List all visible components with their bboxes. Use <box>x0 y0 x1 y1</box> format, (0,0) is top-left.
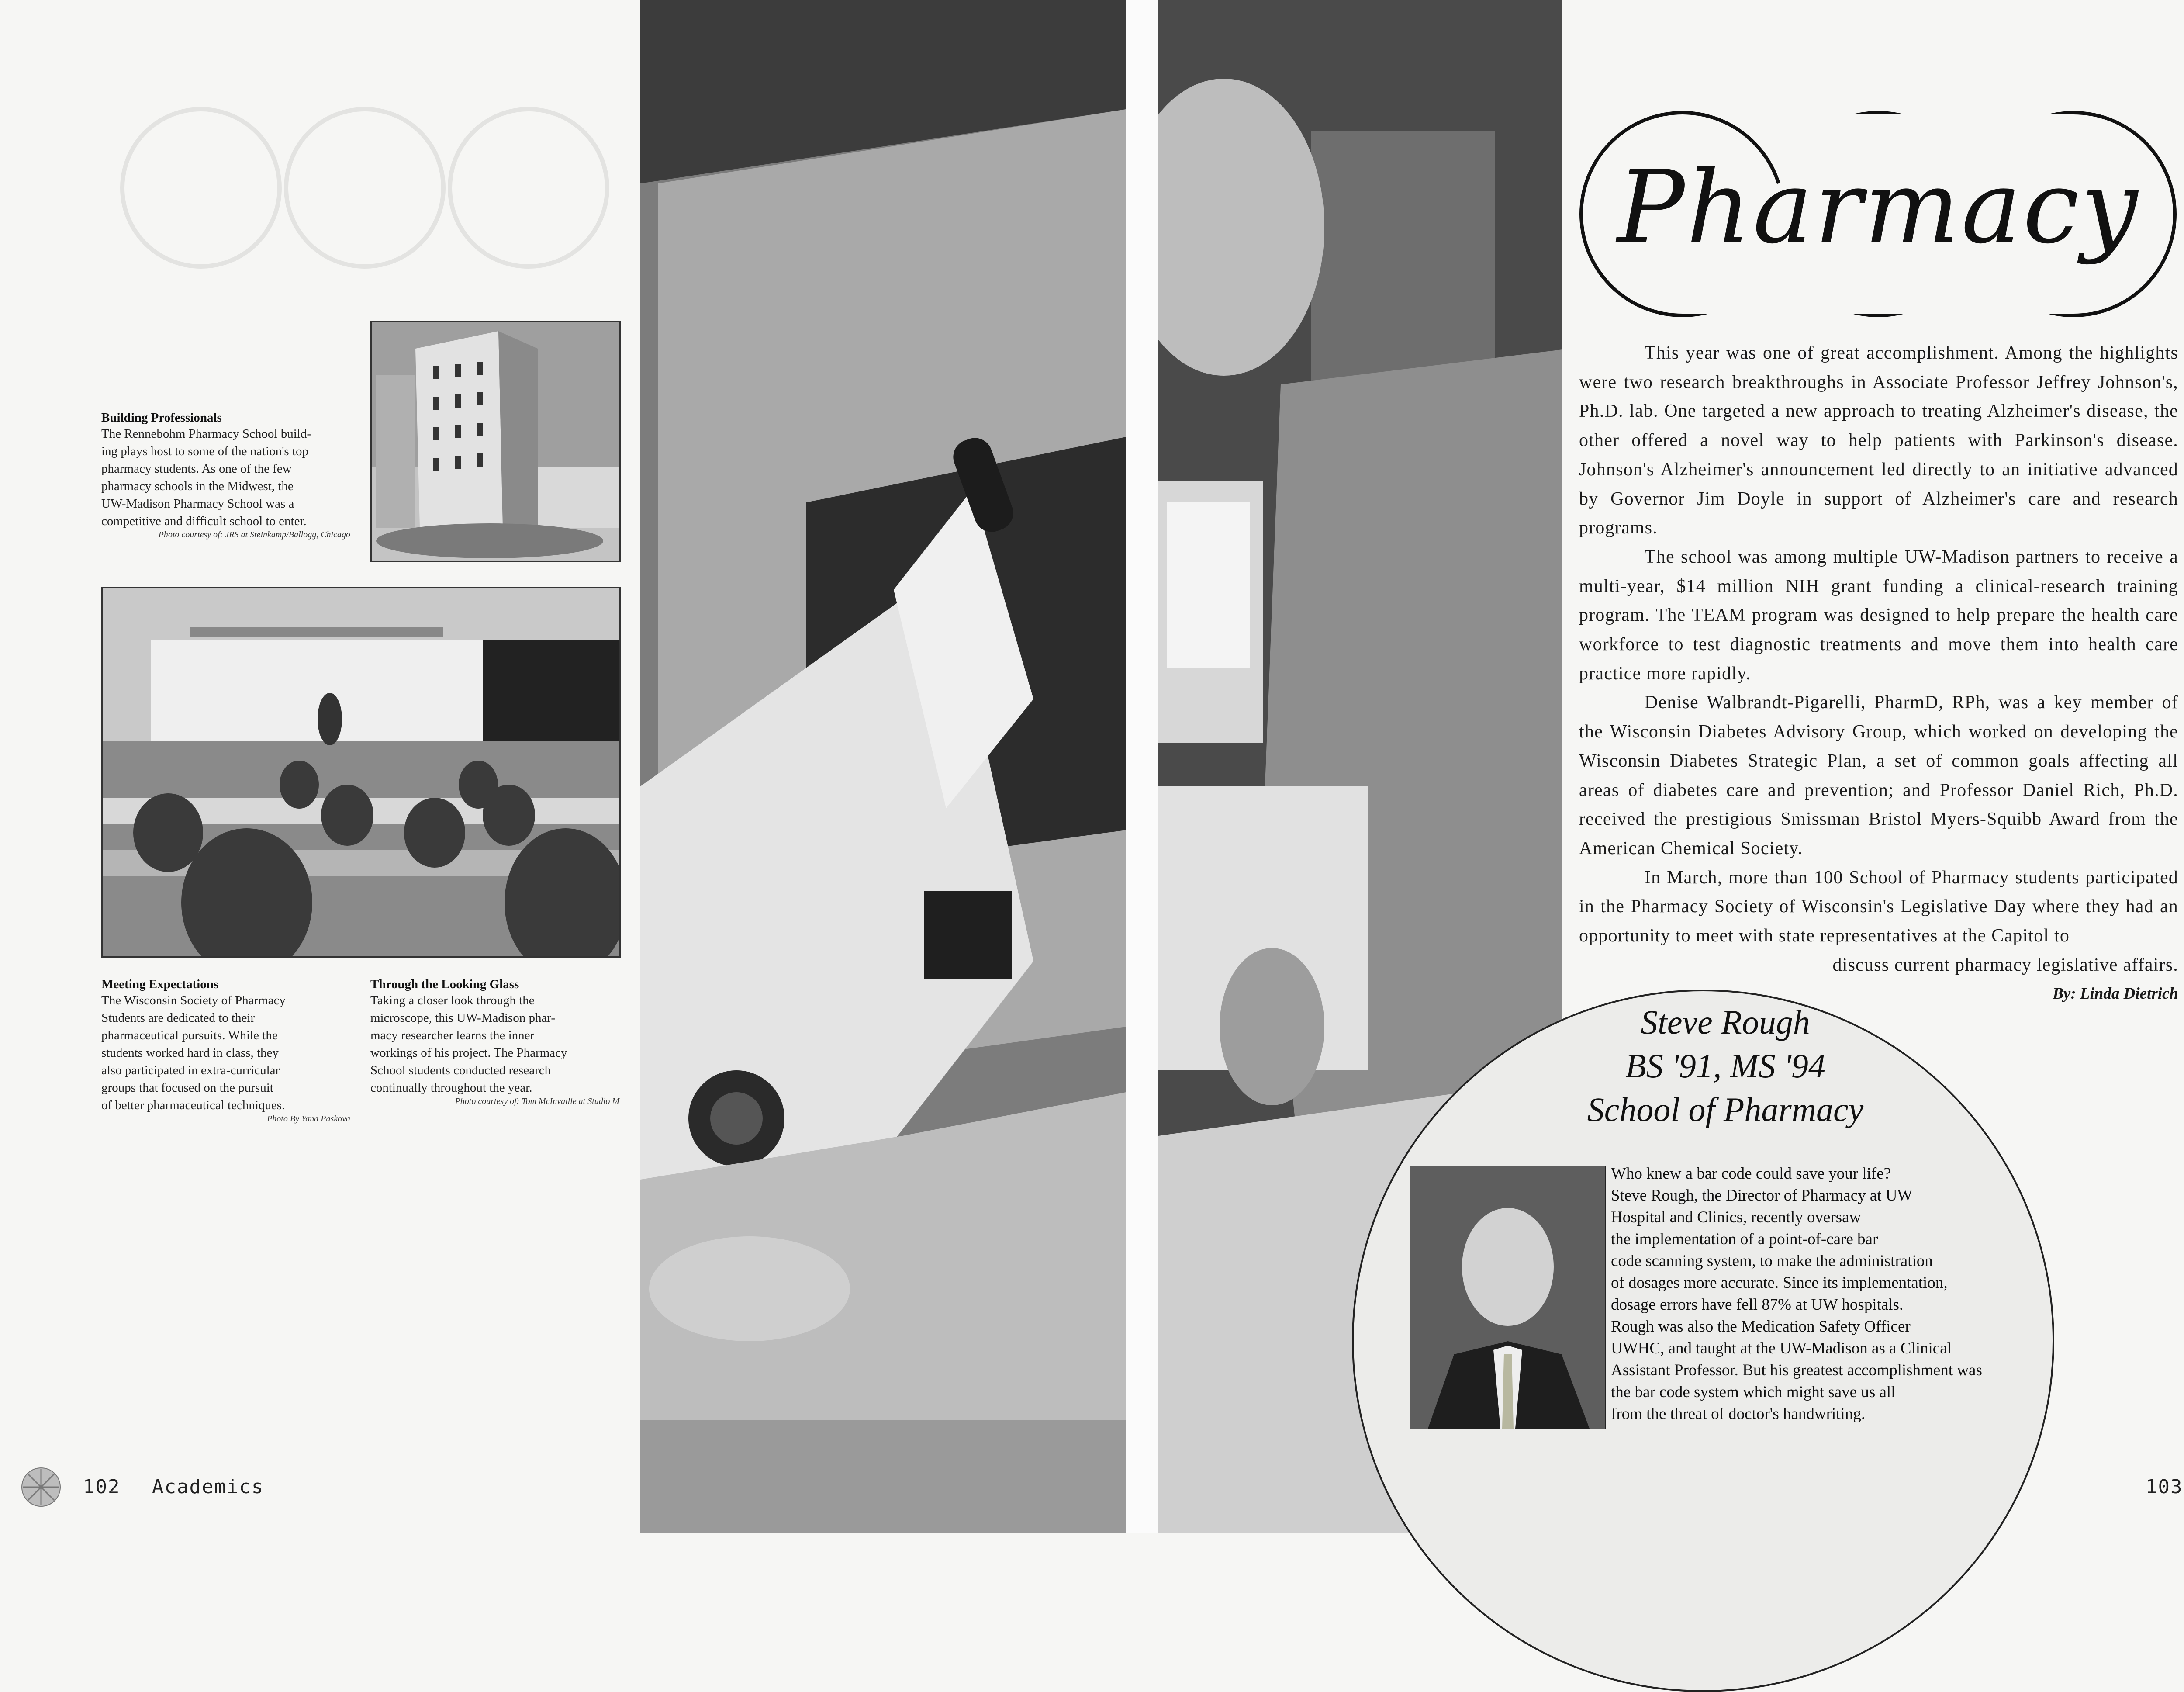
glass-caption-line: workings of his project. The Pharmacy <box>370 1046 567 1060</box>
feature-text <box>1611 1163 2091 1425</box>
glass-caption-line: School students conducted research <box>370 1063 551 1077</box>
classroom-photo <box>101 587 621 958</box>
portrait-photo <box>1410 1166 1606 1429</box>
ghost-title-watermark <box>118 105 612 271</box>
glass-caption <box>370 977 619 1107</box>
feature-name: Steve Rough <box>1641 1003 1810 1041</box>
building-caption-line: pharmacy schools in the Midwest, the <box>101 479 294 493</box>
feature-line: UWHC, and taught at the UW-Madison as a Clinical <box>1611 1339 1952 1357</box>
glass-caption-line: macy researcher learns the inner <box>370 1028 535 1042</box>
article-paragraph: This year was one of great accomplishment. Among the highlights were two research breakthroughs in Associate Professor Jeffrey Johnson's, Ph.D. lab. One targeted a new approach to treating Alzheimer's disease, the other offered a novel way to help patients with Parkinson's disease. Johnson's Alzheimer's announcement led directly to an initiative advanced by Governor Jim Doyle in support of Alzheimer's care and research programs. <box>1579 343 2178 538</box>
article-body <box>1579 339 2178 979</box>
section-name: Academics <box>152 1476 264 1498</box>
glass-caption-line: Taking a closer look through the <box>370 993 535 1007</box>
feature-line: dosage errors have fell 87% at UW hospitals. <box>1611 1296 1904 1314</box>
building-photo-credit: Photo courtesy of: JRS at Steinkamp/Ballogg, Chicago <box>158 530 350 540</box>
meeting-caption-line: pharmaceutical pursuits. While the <box>101 1028 278 1042</box>
feature-line: Hospital and Clinics, recently oversaw <box>1611 1208 1861 1226</box>
building-caption-line: competitive and difficult school to enter. <box>101 514 307 528</box>
feature-line: Steve Rough, the Director of Pharmacy at UW <box>1611 1187 1913 1204</box>
glass-caption-line: microscope, this UW-Madison phar- <box>370 1011 556 1025</box>
glass-photo-credit: Photo courtesy of: Tom McInvaille at Studio M <box>455 1097 619 1106</box>
meeting-caption-line: of better pharmaceutical techniques. <box>101 1098 285 1112</box>
feature-line: from the threat of doctor's handwriting. <box>1611 1405 1866 1423</box>
feature-line: of dosages more accurate. Since its implementation, <box>1611 1274 1948 1292</box>
folio-left <box>83 1476 264 1498</box>
building-photo <box>370 321 621 562</box>
feature-line: the implementation of a point-of-care bar <box>1611 1230 1878 1248</box>
building-caption-line: The Rennebohm Pharmacy School build- <box>101 427 311 441</box>
article-paragraph: The school was among multiple UW-Madison partners to receive a multi-year, $14 million NIH grant funding a clinical-research training program. The TEAM program was designed to help prepare the health care workforce to test diagnostic treatments and move them into health care practice more rapidly. <box>1579 547 2178 684</box>
glass-caption-line: continually throughout the year. <box>370 1081 532 1095</box>
page-gutter <box>1126 0 1158 1533</box>
meeting-caption <box>101 977 350 1124</box>
meeting-caption-line: also participated in extra-curricular <box>101 1063 280 1077</box>
meeting-caption-line: students worked hard in class, they <box>101 1046 279 1060</box>
feature-line: the bar code system which might save us all <box>1611 1383 1896 1401</box>
building-caption-line: pharmacy students. As one of the few <box>101 462 292 476</box>
article-paragraph: discuss current pharmacy legislative affairs. <box>1832 955 2178 975</box>
page-number-left: 102 <box>83 1476 121 1498</box>
feature-line: Assistant Professor. But his greatest accomplishment was <box>1611 1361 1982 1379</box>
feature-line: Who knew a bar code could save your life? <box>1611 1165 1891 1183</box>
page-title: Pharmacy <box>1617 149 2139 266</box>
article-paragraph: In March, more than 100 School of Pharmacy students participated in the Pharmacy Society of Wisconsin's Legislative Day where they had an opportunity to meet with state representatives at the Capitol to <box>1579 867 2178 946</box>
building-caption <box>101 411 350 540</box>
feature-line: Rough was also the Medication Safety Officer <box>1611 1318 1911 1336</box>
meeting-caption-line: Students are dedicated to their <box>101 1011 255 1025</box>
page-number-right: 103 <box>2146 1476 2183 1498</box>
meeting-caption-line: The Wisconsin Society of Pharmacy <box>101 993 286 1007</box>
meeting-caption-line: groups that focused on the pursuit <box>101 1081 273 1095</box>
meeting-caption-title: Meeting Expectations <box>101 977 219 991</box>
feature-line: code scanning system, to make the administration <box>1611 1252 1933 1270</box>
byline: By: Linda Dietrich <box>2053 985 2178 1003</box>
meeting-photo-credit: Photo By Yana Paskova <box>267 1114 350 1124</box>
feature-heading <box>1485 1000 1966 1131</box>
glass-caption-title: Through the Looking Glass <box>370 977 519 991</box>
feature-degrees: BS '91, MS '94 <box>1625 1047 1825 1085</box>
article-paragraph: Denise Walbrandt-Pigarelli, PharmD, RPh, was a key member of the Wisconsin Diabetes Advisory Group, which worked on developing the Wisconsin Diabetes Strategic Plan, a set of common goals affecting all areas of diabetes care and prevention; and Professor Daniel Rich, Ph.D. received the prestigious Smissman Bristol Myers-Squibb Award from the American Chemical Society. <box>1579 692 2178 858</box>
microscope-photo <box>640 0 1126 1533</box>
building-caption-title: Building Professionals <box>101 411 222 425</box>
building-caption-line: ing plays host to some of the nation's top <box>101 444 309 458</box>
feature-school: School of Pharmacy <box>1587 1090 1864 1128</box>
building-caption-line: UW-Madison Pharmacy School was a <box>101 497 294 511</box>
rosette-icon-left <box>21 1467 61 1507</box>
